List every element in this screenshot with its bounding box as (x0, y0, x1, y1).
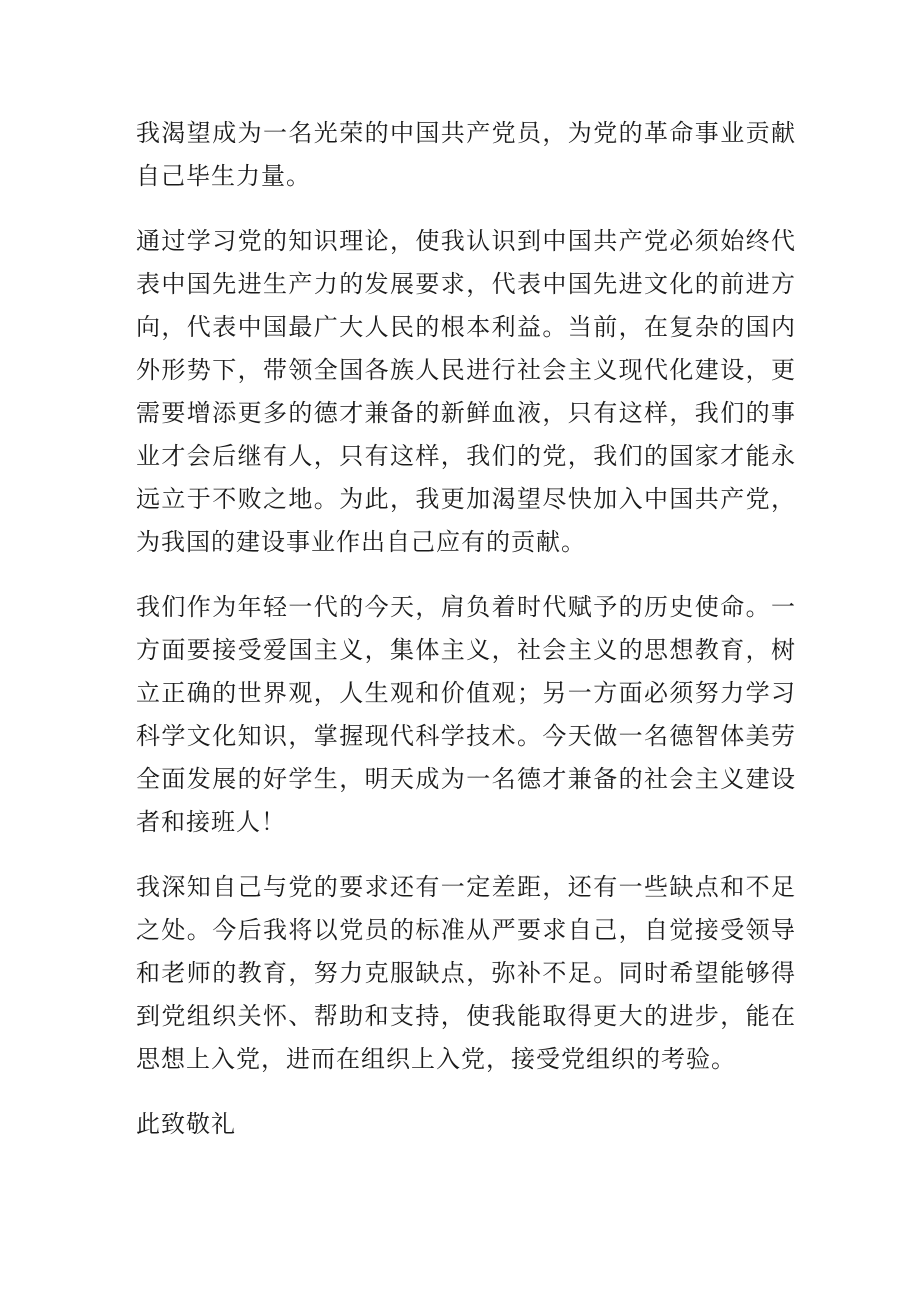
paragraph-closing-salutation: 此致敬礼 (136, 1110, 236, 1138)
paragraph-youth-mission: 我们作为年轻一代的今天，肩负着时代赋予的历史使命。一方面要接受爱国主义，集体主义，社会主义的思想教育，树立正确的世界观，人生观和价值观；另一方面必须努力学习科学文化知识，掌握现代科学技术。今天做一名德智体美劳全面发展的好学生，明天成为一名德才兼备的社会主义建设者和接班人！ (136, 593, 796, 836)
paragraph-aspiration: 我渴望成为一名光荣的中国共产党员，为党的革命事业贡献自己毕生力量。 (136, 119, 796, 190)
document-body (136, 112, 796, 1146)
paragraph-self-improvement: 我深知自己与党的要求还有一定差距，还有一些缺点和不足之处。今后我将以党员的标准从严要求自己，自觉接受领导和老师的教育，努力克服缺点，弥补不足。同时希望能够得到党组织关怀、帮助和支持，使我能取得更大的进步，能在思想上入党，进而在组织上入党，接受党组织的考验。 (136, 873, 796, 1073)
paragraph-theory-study: 通过学习党的知识理论，使我认识到中国共产党必须始终代表中国先进生产力的发展要求，代表中国先进文化的前进方向，代表中国最广大人民的根本利益。当前，在复杂的国内外形势下，带领全国各族人民进行社会主义现代化建设，更需要增添更多的德才兼备的新鲜血液，只有这样，我们的事业才会后继有人，只有这样，我们的党，我们的国家才能永远立于不败之地。为此，我更加渴望尽快加入中国共产党，为我国的建设事业作出自己应有的贡献。 (136, 227, 796, 556)
